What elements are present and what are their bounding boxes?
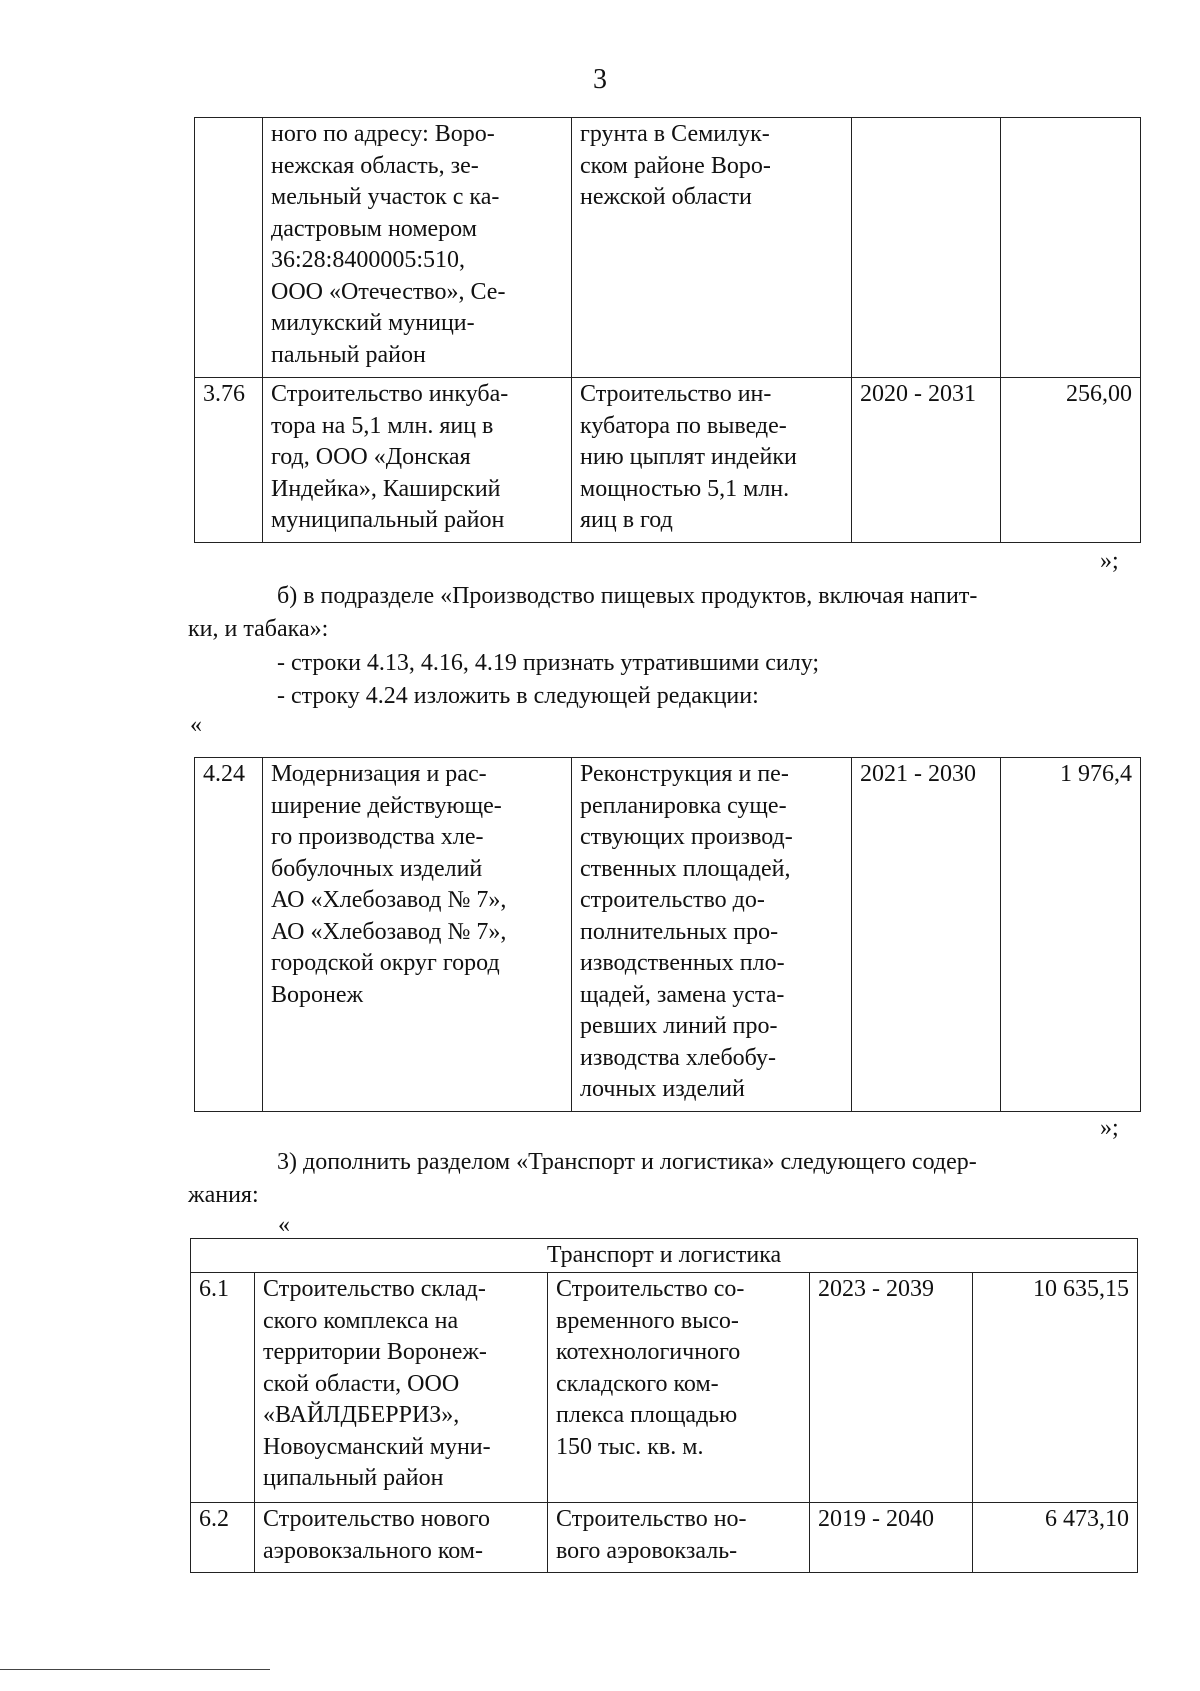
project-description-cell [572, 378, 852, 543]
closing-quote: »; [1100, 1115, 1119, 1141]
description-line: 150 тыс. кв. м. [556, 1433, 704, 1460]
project-description-cell [548, 1503, 810, 1573]
description-line: полнительных про- [580, 918, 779, 945]
table-row [195, 378, 1141, 543]
period-cell: 2019 - 2040 [810, 1503, 973, 1573]
project-name-line: ООО «Отечество», Се- [271, 278, 506, 305]
project-description-cell [548, 1273, 810, 1503]
description-line: складского ком- [556, 1370, 719, 1397]
description-line: ревших линий про- [580, 1013, 778, 1039]
table-row [191, 1273, 1138, 1503]
opening-quote: « [190, 712, 202, 738]
description-line: грунта в Семилук- [580, 121, 770, 147]
description-line: строительство до- [580, 887, 765, 913]
paragraph-b-line-1: б) в подразделе «Производство пищевых продуктов, включая напит- [277, 583, 978, 609]
row-number: 6.1 [191, 1273, 255, 1503]
cost-cell: 1 976,4 [1001, 758, 1141, 1112]
project-name-line: милукский муници- [271, 310, 475, 336]
paragraph-b-line-2: ки, и табака»: [188, 616, 329, 642]
project-name-line: ципальный район [263, 1465, 444, 1491]
project-name-line: Модернизация и рас- [271, 761, 487, 787]
footer-rule [0, 1669, 270, 1670]
period-cell [852, 118, 1001, 378]
project-name-line: городской округ город [271, 950, 500, 976]
project-name-cell [255, 1503, 548, 1573]
period-cell: 2020 - 2031 [852, 378, 1001, 543]
row-number [195, 118, 263, 378]
project-name-line: го производства хле- [271, 824, 484, 850]
project-name-line: ного по адресу: Воро- [271, 121, 495, 147]
description-line: нию цыплят индейки [580, 444, 797, 470]
project-name-line: пальный район [271, 341, 426, 368]
description-line: мощностью 5,1 млн. [580, 475, 790, 502]
project-name-line: ширение действующе- [271, 792, 502, 819]
project-name-line: 36:28:8400005:510, [271, 247, 466, 273]
description-line: изводственных пло- [580, 950, 785, 976]
project-name-line: «ВАЙЛДБЕРРИЗ», [263, 1402, 460, 1428]
description-line: яиц в год [580, 507, 673, 533]
description-line: вого аэровокзаль- [556, 1537, 738, 1564]
description-line: ском районе Воро- [580, 152, 771, 179]
project-name-line: Новоусманский муни- [263, 1433, 491, 1460]
period-cell: 2023 - 2039 [810, 1273, 973, 1503]
project-name-line: Индейка», Каширский [271, 475, 501, 502]
project-name-line: Строительство нового [263, 1506, 490, 1532]
paragraph-b-item-2: - строку 4.24 изложить в следующей редакции: [277, 683, 759, 709]
description-line: Реконструкция и пе- [580, 761, 789, 787]
project-name-line: территории Воронеж- [263, 1339, 487, 1365]
paragraph-3-line-2: жания: [188, 1182, 259, 1208]
table-row [195, 118, 1141, 378]
project-name-line: ского комплекса на [263, 1307, 459, 1334]
section-header-row [191, 1239, 1138, 1273]
row-number: 6.2 [191, 1503, 255, 1573]
description-line: временного высо- [556, 1307, 739, 1334]
opening-quote: « [278, 1212, 290, 1238]
investment-table-row-4-24 [194, 757, 1141, 1112]
project-name-line: бобулочных изделий [271, 855, 483, 882]
cost-cell: 256,00 [1001, 378, 1141, 543]
project-name-line: год, ООО «Донская [271, 444, 471, 470]
cost-cell: 10 635,15 [973, 1273, 1138, 1503]
paragraph-3-line-1: 3) дополнить разделом «Транспорт и логистика» следующего содер- [277, 1149, 977, 1175]
project-name-line: мельный участок с ка- [271, 184, 500, 210]
cost-cell [1001, 118, 1141, 378]
project-name-line: аэровокзального ком- [263, 1537, 483, 1564]
description-line: кубатора по выведе- [580, 412, 787, 439]
section-title: Транспорт и логистика [191, 1239, 1138, 1273]
project-name-cell [255, 1273, 548, 1503]
project-name-line: АО «Хлебозавод № 7», [271, 887, 507, 913]
row-number: 4.24 [195, 758, 263, 1112]
project-name-line: Строительство инкуба- [271, 381, 509, 407]
project-name-line: ской области, ООО [263, 1370, 460, 1397]
investment-table-continued [194, 117, 1141, 543]
description-line: Строительство но- [556, 1506, 747, 1532]
description-line: щадей, замена уста- [580, 981, 785, 1008]
project-name-line: Воронеж [271, 981, 364, 1008]
project-name-line: Строительство склад- [263, 1276, 486, 1302]
project-name-cell [263, 378, 572, 543]
project-name-line: тора на 5,1 млн. яиц в [271, 412, 494, 439]
description-line: ствующих производ- [580, 824, 793, 850]
project-name-line: нежская область, зе- [271, 152, 479, 179]
paragraph-b-item-1: - строки 4.13, 4.16, 4.19 признать утратившими силу; [277, 650, 820, 676]
description-line: лочных изделий [580, 1076, 745, 1102]
table-row [195, 758, 1141, 1112]
description-line: Строительство со- [556, 1276, 745, 1302]
period-cell: 2021 - 2030 [852, 758, 1001, 1112]
page-number: 3 [593, 64, 607, 95]
description-line: изводства хлебобу- [580, 1044, 776, 1071]
closing-quote: »; [1100, 548, 1119, 574]
description-line: ственных площадей, [580, 855, 791, 882]
table-row [191, 1503, 1138, 1573]
description-line: репланировка суще- [580, 792, 787, 819]
description-line: нежской области [580, 184, 752, 210]
description-line: Строительство ин- [580, 381, 772, 407]
row-number: 3.76 [195, 378, 263, 543]
project-description-cell [572, 758, 852, 1112]
description-line: плекса площадью [556, 1402, 738, 1428]
project-name-cell [263, 118, 572, 378]
project-name-line: дастровым номером [271, 215, 477, 242]
cost-cell: 6 473,10 [973, 1503, 1138, 1573]
project-name-cell [263, 758, 572, 1112]
project-description-cell [572, 118, 852, 378]
project-name-line: муниципальный район [271, 507, 505, 533]
description-line: котехнологичного [556, 1339, 741, 1365]
project-name-line: АО «Хлебозавод № 7», [271, 918, 507, 945]
transport-logistics-table [190, 1238, 1138, 1573]
